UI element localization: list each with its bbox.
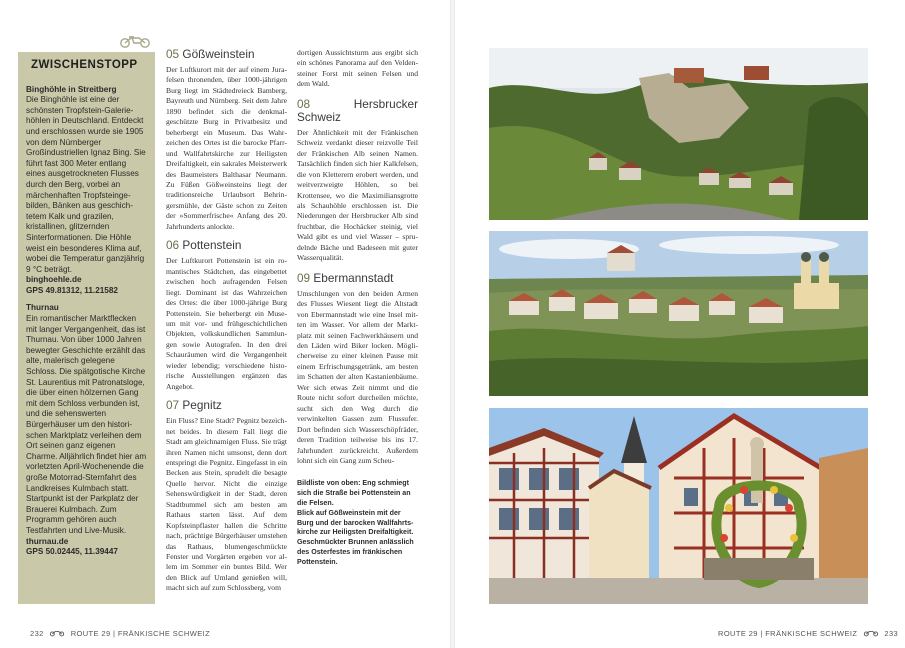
right-running-head: ROUTE 29 | FRÄNKISCHE SCHWEIZ: [718, 629, 858, 638]
motorcycle-icon: [118, 34, 152, 48]
section-07-text: Ein Fluss? Eine Stadt? Pegnitz bezeichnet beides. In diesem Fall liegt die Stadt am gleichnamigen Fluss. Sie trägt ihren Namen nicht umsonst, denn dort entspringt die Pegnitz. Eingefasst in ein Becken aus Stein, sprudelt die besagte Quelle hervor. Nicht die einzige Sehenswürdigkeit in der Stadt, deren Stadtbummel sich am besten am Rathaus starten lässt. Auf dem Kopfsteinpflaster hallen die Schritte nach, prächtige Bürgerhäuser umstehen das Rathaus, blumengeschmückte Fenster und Vorgärten ergeben vor allem im Sommer ein buntes Bild. Wer den Blick auf Umland genießen will, macht sich auf zum Schlossberg, vom: [166, 416, 287, 593]
thurnau-text: Ein romantischer Marktflecken mit langer Vergangenheit, das ist Thurnau. Von über 1000 Jahren bewegter Geschichte erzählt das alte, malerisch gelegene Schloss. Die spätgotische Kirche St. Laurentius mit Patronatsloge, die über einen hölzernen Gang mit dem Schloss verbunden ist, und die sehenswerten Bürgerhäuser um den historischen Marktplatz verleihen dem Ort seinen ganz eigenen Charme. Alljährlich findet hier am vorletzten April-Wochenende die große Motorrad-Sternfahrt des Landkreises Kulmbach statt. Startpunkt ist der Parkplatz der Brauerei Kulmbach. Zum Programm gehören auch Testfahrten und Live-Musik.: [26, 314, 147, 535]
section-05-number: 05: [166, 47, 180, 61]
text-column-1: [166, 48, 287, 594]
thurnau-section: [26, 303, 147, 557]
binghoehle-heading: Binghöhle in Streitberg: [26, 84, 117, 94]
section-07-heading: [166, 399, 287, 412]
thurnau-url[interactable]: thurnau.de: [26, 536, 69, 546]
section-06-heading: [166, 239, 287, 252]
caption-3: Geschmückter Brunnen anlässlich des Osterfestes im fränkischen Pottenstein.: [297, 538, 414, 566]
section-06-number: 06: [166, 238, 180, 253]
caption-2: Blick auf Gößweinstein mit der Burg und der barocken Wallfahrtskirche zur Heiligsten Dreifaltigkeit.: [297, 508, 414, 537]
motorcycle-icon: [863, 629, 879, 637]
photo-goessweinstein-panorama: [489, 231, 868, 396]
column-2-intro: dortigen Aussichtsturm aus ergibt sich ein schönes Panorama auf den Veldensteiner Forst mit seinen Felsen und dem Wald.: [297, 48, 418, 89]
section-09-text: Umschlungen von den beiden Armen des Flusses Wiesent liegt die Altstadt von Ebermannstadt wie eine Insel mitten im Wasser. Vor allem der Marktplatz mit seinen Fachwerkhäusern und den Läden wird Biker locken. Möglicherweise zu einer kleinen Pause mit einem Erfrischungsgetränk, am besten im Schatten der alten Kastanienbäume. Wer sich etwas Zeit nimmt und die Route nicht sofort durcheilen möchte, sucht sich den Weg durch die verwinkelten Gassen zum Flussufer. Dort befinden sich Wasserschöpfräder, deren Tradition teilweise bis ins 17. Jahrhundert zurückreicht. Außerdem lohnt sich ein Gang zum Scheu-: [297, 288, 418, 465]
thurnau-heading: Thurnau: [26, 303, 59, 313]
thurnau-gps: GPS 50.02445, 11.39447: [26, 547, 118, 557]
section-06-title: Pottenstein: [182, 238, 242, 253]
left-page-number: 232: [30, 629, 44, 638]
binghoehle-gps: GPS 49.81312, 11.21582: [26, 285, 118, 295]
binghoehle-url[interactable]: binghoehle.de: [26, 275, 82, 285]
section-08-text: Der Ähnlichkeit mit der Fränkischen Schweiz verdankt dieser reizvolle Teil der Fränkischen Alb seinen Namen. Tatsächlich finden sich hier Kalkfelsen, die von Kletterern erobert werden, und weitverzweigte Höhlen, so bei Krottensee, wo die Maximiliansgrotte als Schauhöhle erschlossen ist. Die Niederungen der Hersbrucker Alb sind fruchtbar, die Hochäcker steinig, viel Wald gibt es und viel Wasser – sprudelnde Bäche und Badeseen mit guter Wasserqualität.: [297, 127, 418, 263]
section-07-title: Pegnitz: [182, 398, 222, 413]
section-08-number: 08: [297, 96, 311, 111]
zwischenstopp-box: [18, 52, 155, 604]
section-07-number: 07: [166, 398, 180, 413]
section-08-heading: [297, 98, 418, 124]
section-05-text: Der Luftkurort mit der auf einem Jurafelsen thronenden, über 1000-jährigen Burg liegt im Städtedreieck Bamberg, Bayreuth und Nürnberg. Seit dem Jahre 1890 befindet sich die denkmalgeschützte Burg in Privatbesitz und beherbergt ein Museum. Das Wahrzeichen des Ortes ist die barocke Pfarr- und Wallfahrtskirche zur Heiligsten Dreifaltigkeit, ein sakrales Meisterwerk des Baumeisters Balthasar Neumann. Zu Füßen Gößweinsteins liegt der traditionsreiche Urlaubsort Behringersmühle, der Gäste schon zu Zeiten der »Sommerfrische« Anfang des 20. Jahrhunderts anlockte.: [166, 65, 287, 231]
photo-pottenstein-rocks: [489, 48, 868, 220]
text-column-2: [297, 48, 418, 568]
photo-captions: [297, 479, 418, 567]
section-09-title: Ebermannstadt: [313, 270, 394, 285]
section-05-heading: [166, 48, 287, 61]
left-footer: [30, 629, 210, 638]
section-06-text: Der Luftkurort Pottenstein ist ein romantisches Städtchen, das eingebettet zwischen hoch aufragenden Felsen liegt. Dominant ist das Wahrzeichen des Ortes: die über 1000-jährige Burg Pottenstein. Sie beherbergt ein Museum mit vor- und frühgeschichtlichen Objekten, volkskundlichen Sammlungen sowie Autografen. In den drei Schauräumen wird die Vergangenheit wieder lebendig; verschiedene historische Ausstellungen ergänzen das Angebot.: [166, 256, 287, 391]
right-footer: [718, 629, 898, 638]
binghoehle-section: [26, 85, 147, 297]
caption-1: Bildliste von oben: Eng schmiegt sich die Straße bei Pottenstein an die Felsen.: [297, 479, 411, 507]
left-running-head: ROUTE 29 | FRÄNKISCHE SCHWEIZ: [70, 629, 211, 638]
motorcycle-icon: [49, 629, 65, 637]
right-page-number: 233: [884, 629, 899, 638]
section-08-title: Hersbrucker Schweiz: [297, 96, 418, 124]
section-09-heading: [297, 272, 418, 285]
photo-easter-fountain: [489, 408, 868, 604]
left-page: [0, 0, 450, 648]
section-09-number: 09: [297, 270, 311, 285]
sidebar-title: ZWISCHENSTOPP: [31, 59, 138, 71]
section-05-title: Gößweinstein: [182, 47, 255, 61]
binghoehle-text: Die Binghöhle ist eine der schönsten Tropfstein-Galeriehöhlen in Deutschland. Entdeckt und erschlossen wurde sie 1905 von dem Nürnberger Großindustriellen Ignaz Bing. Sie führt fast 300 Meter entlang eines ausgetrockneten Flusses durch den Berg, vorbei an märchenhaften Tropfsteingebilden, Bänken aus geschichtetem Kalk und grazilen, kristallinen, glitzernden Sinterformationen. Die Höhle weist ein besonderes Klima auf, wobei die Temperatur ganzjährig 9 °C beträgt.: [26, 95, 146, 274]
